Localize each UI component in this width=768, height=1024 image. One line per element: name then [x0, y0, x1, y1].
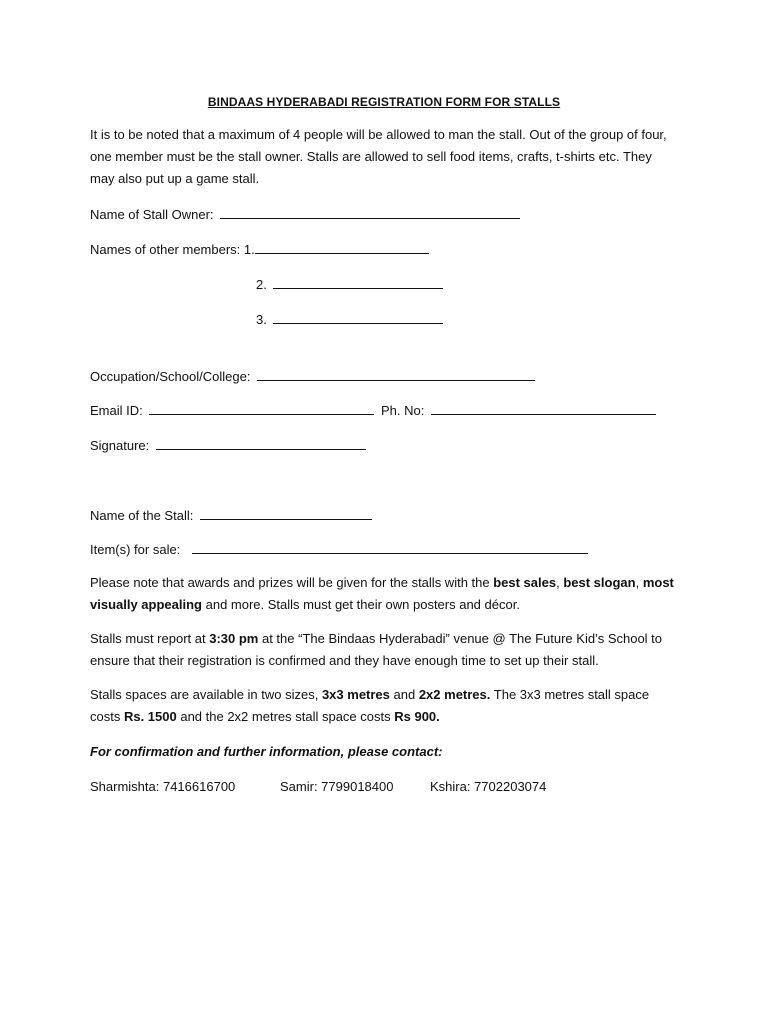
- member-1-number: 1.: [243, 242, 255, 257]
- report-time: 3:30 pm: [209, 631, 259, 646]
- email-phone-field: [90, 401, 656, 420]
- report-text-1: Stalls must report at: [90, 631, 210, 646]
- signature-blank[interactable]: [156, 436, 366, 450]
- stall-owner-label: Name of Stall Owner:: [90, 207, 214, 222]
- form-title: BINDAAS HYDERABADI REGISTRATION FORM FOR STALLS: [207, 95, 561, 109]
- contact-samir: Samir: 7799018400: [280, 779, 394, 794]
- occupation-label: Occupation/School/College:: [90, 369, 251, 384]
- occupation-field: [90, 367, 535, 386]
- items-field: [90, 540, 588, 559]
- member-1-blank[interactable]: [255, 240, 429, 254]
- best-sales-emphasis: best sales: [493, 575, 557, 590]
- member-2-field: [256, 275, 443, 294]
- sizes-text-3: and the 2x2 metres stall space costs: [176, 709, 395, 724]
- email-label: Email ID:: [90, 403, 143, 418]
- visually-appealing-emphasis: most visually appealing: [90, 575, 674, 612]
- phone-blank[interactable]: [431, 401, 656, 415]
- price-3x3: Rs. 1500: [123, 709, 177, 724]
- report-text-2: at the “The Bindaas Hyderabadi” venue @ The Future Kid’s School to ensure that their registration is confirmed and they have enough time to set up their stall.: [90, 631, 663, 668]
- sizes-end: .: [436, 709, 440, 724]
- sizes-paragraph: [90, 684, 680, 728]
- awards-text-2: and more. Stalls must get their own posters and décor.: [202, 597, 520, 612]
- signature-field: [90, 436, 366, 455]
- other-members-label: Names of other members:: [90, 242, 241, 257]
- price-2x2: Rs 900: [394, 709, 437, 724]
- stall-name-blank[interactable]: [200, 506, 372, 520]
- other-members-field: [90, 240, 429, 259]
- stall-owner-field: [90, 205, 520, 224]
- contact-heading: For confirmation and further information, please contact:: [90, 744, 443, 759]
- email-blank[interactable]: [149, 401, 374, 415]
- best-slogan-emphasis: best slogan: [563, 575, 636, 590]
- contacts-row: [90, 778, 546, 796]
- sizes-text-1: Stalls spaces are available in two sizes,: [90, 687, 322, 702]
- stall-name-field: [90, 506, 372, 525]
- member-3-field: [256, 310, 443, 329]
- items-blank[interactable]: [192, 540, 588, 554]
- awards-comma-1: ,: [556, 575, 564, 590]
- report-paragraph: [90, 628, 680, 672]
- awards-comma-2: ,: [635, 575, 643, 590]
- occupation-blank[interactable]: [257, 367, 535, 381]
- member-3-number: 3.: [256, 312, 267, 327]
- stall-name-label: Name of the Stall:: [90, 508, 194, 523]
- member-3-blank[interactable]: [273, 310, 443, 324]
- size-3x3: 3x3 metres: [321, 687, 390, 702]
- sizes-text-2: The 3x3 metres stall space costs: [90, 687, 650, 724]
- phone-label: Ph. No:: [380, 403, 425, 418]
- awards-text-1: Please note that awards and prizes will be given for the stalls with the: [90, 575, 494, 590]
- contact-kshira: Kshira: 7702203074: [430, 779, 547, 794]
- signature-label: Signature:: [90, 438, 150, 453]
- intro-paragraph: It is to be noted that a maximum of 4 people will be allowed to man the stall. Out of the group of four, one member must be the stall owner. Stalls are allowed to sell food items, crafts, t-shirts etc. They may also put up a game stall.: [90, 127, 667, 186]
- stall-owner-blank[interactable]: [220, 205, 520, 219]
- member-2-number: 2.: [256, 277, 267, 292]
- size-2x2: 2x2 metres.: [418, 687, 491, 702]
- awards-paragraph: [90, 572, 680, 616]
- contact-sharmishta: Sharmishta: 7416616700: [90, 779, 236, 794]
- member-2-blank[interactable]: [273, 275, 443, 289]
- items-label: Item(s) for sale:: [90, 542, 181, 557]
- sizes-and: and: [389, 687, 419, 702]
